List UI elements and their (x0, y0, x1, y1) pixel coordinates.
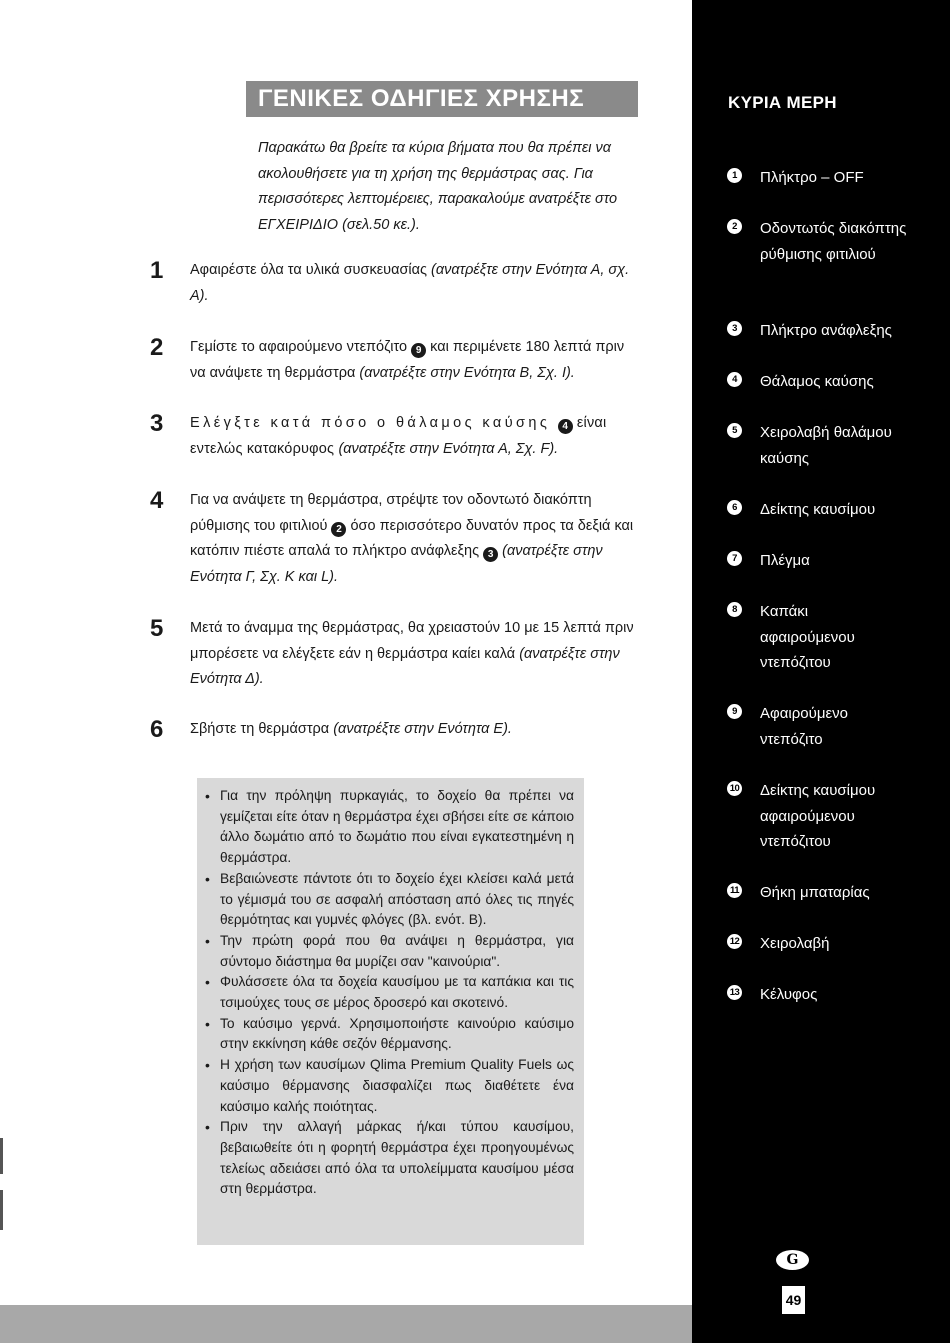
step-text-main: είναι εντελώς κατακόρυφος (190, 415, 607, 457)
part-number-icon: 11 (727, 883, 742, 898)
bullet-icon: • (205, 932, 210, 949)
part-label: Θήκη μπαταρίας (760, 884, 870, 901)
step-number: 4 (150, 487, 164, 514)
step-text-main: Για να ανάψετε τη θερμάστρα, στρέψτε τον οδοντωτό διακόπτη ρύθμισης του φιτιλιού (190, 492, 592, 534)
part-number-icon: 9 (727, 704, 742, 719)
part-label: Οδοντωτός διακόπτης ρύθμισης φιτιλιού (760, 220, 907, 263)
note-text: Πριν την αλλαγή μάρκας ή/και τύπου καυσίμου, βεβαιωθείτε ότι η φορητή θερμάστρα έχει προηγουμένως τελείως αδειάσει από όλα τα υπολείμματα καυσίμου μέσα στη θερμάστρα. (220, 1119, 574, 1197)
step-number: 5 (150, 615, 164, 642)
note-text: Το καύσιμο γερνά. Χρησιμοποιήστε καινούριο καύσιμο στην εκκίνηση κάθε σεζόν θέρμανσης. (220, 1015, 574, 1052)
note-text: Βεβαιώνεστε πάντοτε ότι το δοχείο έχει κλείσει καλά μετά το γέμισμά του σε ασφαλή απόσταση από όλες τις πηγές θερμότητας και γυμνές φλόγες (βλ. ενότ. B). (220, 870, 574, 928)
step-text (190, 258, 638, 309)
note-item (203, 1055, 574, 1117)
step-text-main: και περιμένετε 180 λεπτά πριν να ανάψετε τη θερμάστρα (190, 339, 625, 381)
part-label: Πλήκτρο ανάφλεξης (760, 322, 892, 339)
part-number-icon: 6 (727, 500, 742, 515)
step-reference: (ανατρέξτε στην Ενότητα Ε). (333, 721, 512, 737)
part-marker-icon: 2 (331, 522, 346, 537)
sidebar-title: ΚΥΡΙΑ ΜΕΡΗ (728, 93, 837, 112)
bullet-icon: • (205, 974, 210, 991)
note-text: Για την πρόληψη πυρκαγιάς, το δοχείο θα πρέπει να γεμίζεται είτε όταν η θερμάστρα έχει σβήσει είτε σε κάποιο άλλο δωμάτιο από το δωμάτιο που είναι εγκατεστημένη η θερμάστρα. (220, 788, 574, 866)
step-number: 3 (150, 410, 164, 437)
step-text-main: όσο περισσότερο δυνατόν προς τα δεξιά και κατόπιν πιέστε απαλά το πλήκτρο ανάφλεξης (190, 517, 634, 559)
part-number-icon: 12 (727, 934, 742, 949)
note-item (203, 1117, 574, 1200)
note-item (203, 931, 574, 972)
footer-strip (0, 1305, 692, 1343)
page-title: ΓΕΝΙΚΕΣ ΟΔΗΓΙΕΣ ΧΡΗΣΗΣ (246, 81, 638, 117)
margin-mark (0, 1190, 3, 1230)
step-reference: (ανατρέξτε στην Ενότητα Β, Σχ. I). (359, 364, 575, 381)
part-label: Δείκτης καυσίμου (760, 501, 876, 518)
step-reference: (ανατρέξτε στην Ενότητα Α, Σχ. F). (338, 440, 559, 457)
note-item (203, 869, 574, 931)
part-label: Πλέγμα (760, 552, 810, 569)
part-number-icon: 3 (727, 321, 742, 336)
step-number: 1 (150, 257, 164, 284)
part-number-icon: 5 (727, 423, 742, 438)
step-reference: (ανατρέξτε στην Ενότητα Α, σχ. Α). (190, 262, 630, 304)
step-text-main: Ελέγξτε κατά πόσο ο θάλαμος καύσης (190, 415, 558, 431)
part-number-icon: 1 (727, 168, 742, 183)
step-reference: (ανατρέξτε στην Ενότητα Δ). (190, 645, 620, 687)
step-text (190, 717, 638, 743)
step-text-main: Αφαιρέστε όλα τα υλικά συσκευασίας (190, 262, 432, 278)
bullet-icon: • (205, 788, 210, 804)
note-text: Την πρώτη φορά που θα ανάψει η θερμάστρα, για σύντομο διάστημα θα μυρίζει σαν "καινούρια". (220, 932, 574, 969)
part-marker-icon: 9 (411, 343, 426, 358)
part-number-icon: 13 (727, 985, 742, 1000)
step-text (190, 411, 638, 462)
part-label: Αφαιρούμενο ντεπόζιτο (760, 705, 848, 748)
step-text-main: Σβήστε τη θερμάστρα (190, 721, 334, 737)
step-number: 6 (150, 716, 164, 743)
bullet-icon: • (205, 870, 210, 887)
step-text (190, 488, 638, 590)
part-number-icon: 10 (727, 781, 742, 796)
bullet-icon: • (205, 1057, 210, 1074)
part-number-icon: 7 (727, 551, 742, 566)
note-item (203, 786, 574, 869)
bullet-icon: • (205, 1119, 210, 1136)
page-number: 49 (782, 1286, 805, 1314)
step-text (190, 335, 638, 386)
note-text: Φυλάσσετε όλα τα δοχεία καυσίμου με τα καπάκια και τις τσιμούχες τους σε μέρος δροσερό και σκοτεινό. (220, 974, 574, 1011)
part-marker-icon: 3 (483, 547, 498, 562)
main-parts-sidebar (692, 0, 950, 1343)
note-text: Η χρήση των καυσίμων Qlima Premium Quality Fuels ως καύσιμο θέρμανσης διασφαλίζει πως διαθέτετε ένα καύσιμο καλής ποιότητας. (220, 1057, 574, 1114)
note-item (203, 972, 574, 1013)
notes-list (203, 786, 574, 1200)
bullet-icon: • (205, 1015, 210, 1032)
part-label: Δείκτης καυσίμου αφαιρούμενου ντεπόζιτου (760, 782, 876, 850)
part-number-icon: 8 (727, 602, 742, 617)
safety-notes-box (197, 778, 584, 1245)
step-reference: (ανατρέξτε στην Ενότητα Γ, Σχ. K και L). (190, 543, 603, 585)
step-text (190, 616, 638, 693)
part-number-icon: 2 (727, 219, 742, 234)
part-label: Καπάκι αφαιρούμενου ντεπόζιτου (760, 603, 855, 671)
part-label: Θάλαμος καύσης (760, 373, 874, 390)
part-label: Χειρολαβή (760, 935, 830, 952)
step-text-main: Μετά το άναμμα της θερμάστρας, θα χρειαστούν 10 με 15 λεπτά πριν μπορέσετε να ελέγξετε εάν η θερμάστρα καίει καλά (190, 620, 634, 662)
intro-paragraph: Παρακάτω θα βρείτε τα κύρια βήματα που θα πρέπει να ακολουθήσετε για τη χρήση της θερμάστρας σας. Για περισσότερες λεπτομέρειες, παρακαλούμε ανατρέξτε στο ΕΓΧΕΙΡΙΔΙΟ (σελ.50 κε.). (258, 140, 618, 233)
language-badge: G (776, 1250, 809, 1270)
part-label: Χειρολαβή θαλάμου καύσης (760, 424, 892, 467)
note-item (203, 1014, 574, 1055)
margin-mark (0, 1138, 3, 1174)
step-number: 2 (150, 334, 164, 361)
step-text-main: Γεμίστε το αφαιρούμενο ντεπόζιτο (190, 339, 412, 355)
part-marker-icon: 4 (558, 419, 573, 434)
part-label: Πλήκτρο – OFF (760, 169, 864, 186)
part-number-icon: 4 (727, 372, 742, 387)
part-label: Κέλυφος (760, 986, 818, 1003)
